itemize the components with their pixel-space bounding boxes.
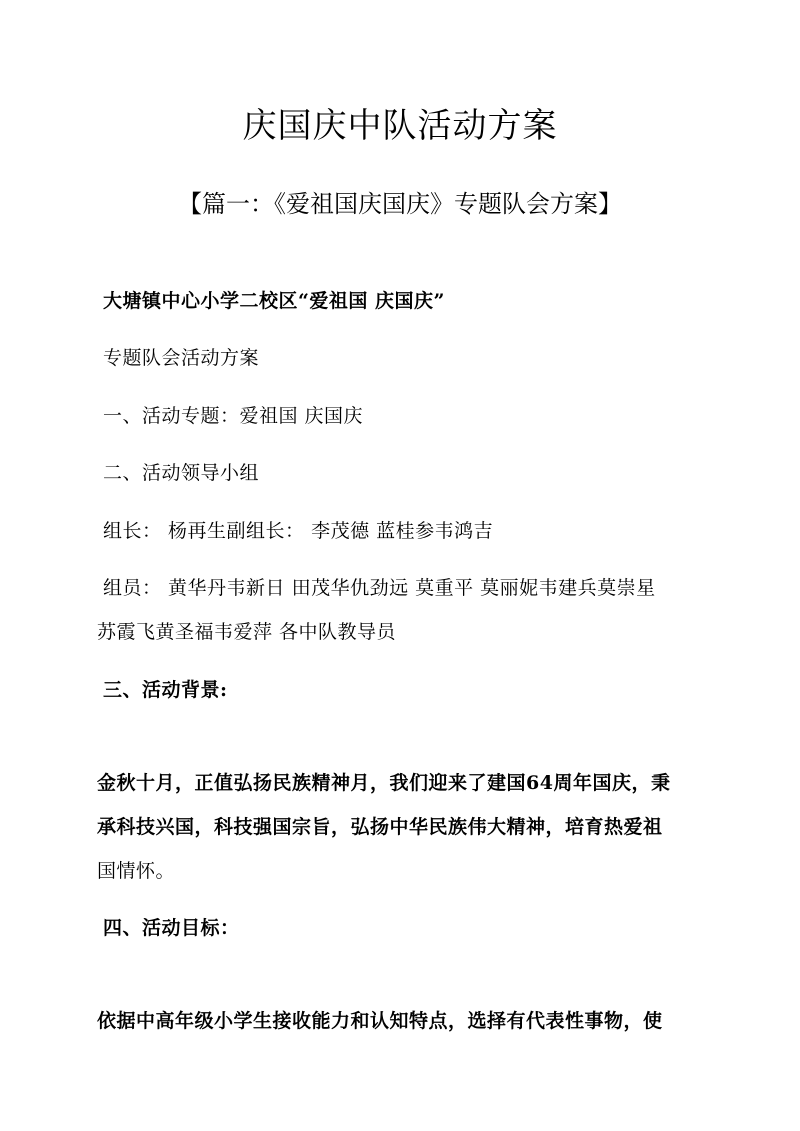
goals-paragraph-line-1: 依据中高年级小学生接收能力和认知特点，选择有代表性事物，使 bbox=[97, 1010, 663, 1032]
group-members-continued: 苏霞飞黄圣福韦爱萍 各中队教导员 bbox=[97, 621, 397, 643]
background-paragraph-line-3: 国情怀。 bbox=[97, 860, 176, 882]
section-4-heading: 四、活动目标： bbox=[103, 917, 240, 939]
background-paragraph-line-2: 承科技兴国，科技强国宗旨，弘扬中华民族伟大精神，培育热爱祖 bbox=[97, 816, 663, 838]
background-paragraph-line-1: 金秋十月，正值弘扬民族精神月，我们迎来了建国64周年国庆，秉 bbox=[97, 772, 671, 794]
school-heading-line: 大塘镇中心小学二校区“爱祖国 庆国庆” bbox=[103, 290, 445, 312]
group-leaders-line: 组长： 杨再生副组长： 李茂德 蓝桂参韦鸿吉 bbox=[103, 520, 494, 542]
section-1-heading: 一、活动专题：爱祖国 庆国庆 bbox=[103, 405, 364, 427]
group-members-line: 组员： 黄华丹韦新日 田茂华仇劲远 莫重平 莫丽妮韦建兵莫崇星 bbox=[103, 577, 656, 599]
section-3-heading: 三、活动背景: bbox=[103, 679, 228, 701]
document-subtitle: 【篇一：《爱祖国庆国庆》专题队会方案】 bbox=[178, 190, 622, 218]
section-2-heading: 二、活动领导小组 bbox=[103, 462, 260, 484]
document-title: 庆国庆中队活动方案 bbox=[242, 106, 558, 146]
plan-name-line: 专题队会活动方案 bbox=[103, 347, 260, 369]
